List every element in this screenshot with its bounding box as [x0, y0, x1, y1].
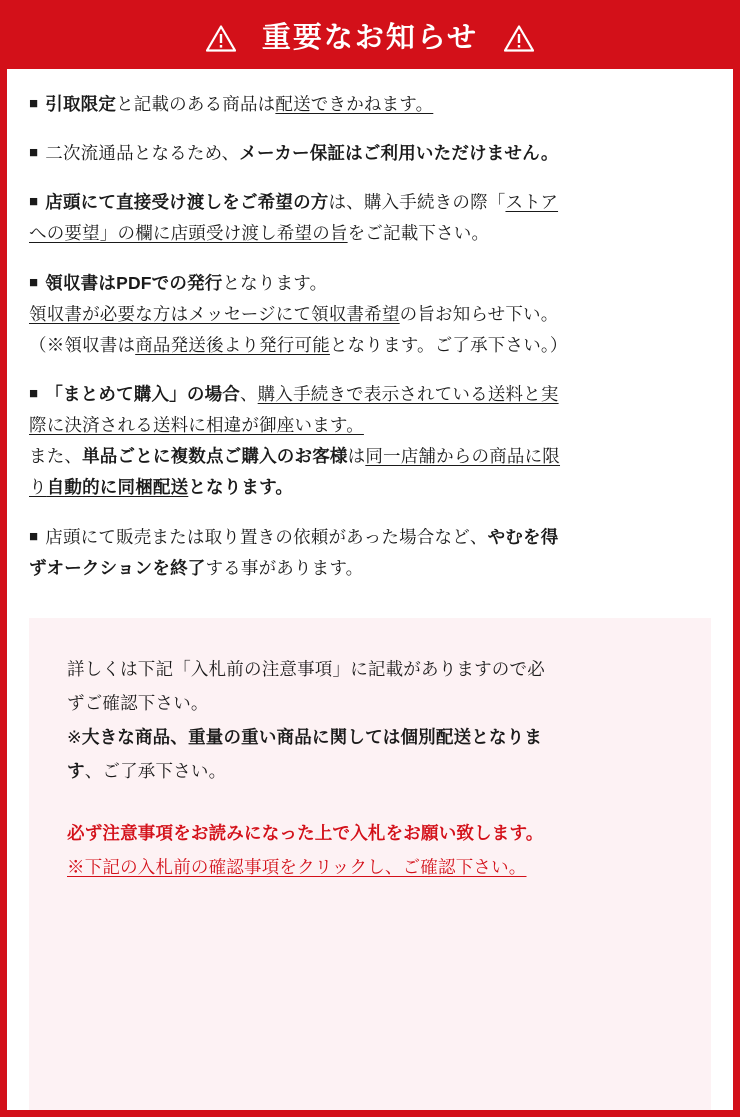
- text-run: の旨お知らせ下い。: [399, 303, 559, 324]
- text-run: 自動的に同梱配送: [46, 477, 189, 498]
- text-run: 店頭にて販売または取り置きの依頼があった場合など、: [45, 526, 488, 547]
- notice-line: [29, 89, 711, 120]
- text-run: また、: [29, 446, 83, 467]
- bullet-square-icon: ■: [29, 527, 39, 545]
- text-run: ずオークションを終了: [29, 557, 206, 578]
- pre-bid-line: [67, 686, 673, 720]
- notice-line: [29, 553, 711, 584]
- text-run: 購入手続きで表示されている送料と実: [257, 383, 559, 404]
- text-run: は: [347, 446, 366, 467]
- notice-item-bulk-purchase: [29, 379, 711, 504]
- text-run: 、ご了承下さい。: [84, 761, 227, 782]
- text-run: となります。: [222, 272, 328, 293]
- notice-item-store-handover: [29, 187, 711, 249]
- text-run: 商品発送後より発行可能: [135, 334, 330, 355]
- warning-triangle-icon: [206, 25, 236, 52]
- pre-bid-paragraph: [67, 652, 673, 720]
- text-run: ずご確認下さい。: [67, 692, 209, 713]
- bullet-square-icon: ■: [29, 95, 39, 112]
- pre-bid-paragraph: [67, 720, 673, 788]
- pre-bid-line: [67, 720, 673, 754]
- notice-line: [29, 187, 711, 218]
- bullet-square-icon: ■: [29, 384, 39, 402]
- text-run: となります。: [188, 477, 294, 498]
- text-run: への要望」の欄に店頭受け渡し希望の旨: [29, 223, 348, 244]
- notice-line: [29, 441, 711, 472]
- bullet-square-icon: ■: [29, 193, 39, 211]
- text-run: メーカー保証はご利用いただけません。: [239, 143, 559, 164]
- notice-line: [29, 218, 711, 249]
- text-run: 詳しくは下記「入札前の注意事項」に記載がありますので必: [67, 658, 545, 679]
- bullet-square-icon: ■: [29, 273, 39, 291]
- text-run: （※領収書は: [29, 334, 136, 355]
- text-run: をご記載下さい。: [347, 223, 490, 244]
- notice-line: [29, 330, 711, 361]
- text-run: 同一店舗からの商品に限: [365, 446, 561, 467]
- must-read-notice: 必ず注意事項をお読みになった上で入札をお願い致します。: [67, 823, 544, 844]
- warning-triangle-icon: [504, 25, 534, 52]
- text-run: 領収書が必要な方はメッセージにて領収書希望: [29, 303, 400, 324]
- text-run: 、: [239, 383, 258, 404]
- text-run: 引取限定: [45, 94, 117, 114]
- text-run: 大きな商品、重量の重い商品に関しては個別配送となりま: [81, 727, 543, 748]
- text-run: する事があります。: [205, 557, 364, 578]
- notice-line: [29, 522, 711, 553]
- notice-list: [29, 89, 711, 602]
- pre-bid-instructions-box: [29, 618, 711, 1110]
- text-run: す: [67, 761, 85, 782]
- text-run: は、購入手続きの際「: [328, 192, 506, 213]
- text-run: 二次流通品となるため、: [45, 143, 240, 164]
- notice-title: 重要なお知らせ: [261, 21, 479, 54]
- text-run: ※: [67, 727, 82, 748]
- text-run: 配送できかねます。: [275, 94, 434, 114]
- text-run: 店頭にて直接受け渡しをご希望の方: [45, 192, 329, 213]
- notice-line: [29, 138, 711, 169]
- notice-line: [29, 268, 711, 299]
- notice-line: [29, 299, 711, 330]
- text-run: 単品ごとに複数点ご購入のお客様: [82, 446, 348, 467]
- notice-header: [7, 7, 733, 69]
- text-run: となります。ご了承下さい。）: [329, 334, 568, 355]
- text-run: と記載のある商品は: [116, 94, 276, 114]
- notice-item-pickup-only: [29, 89, 711, 120]
- pre-bid-confirmation-link[interactable]: ※下記の入札前の確認事項をクリックし、ご確認下さい。: [67, 857, 527, 878]
- notice-body: [7, 69, 733, 1110]
- text-run: 領収書はPDFでの発行: [45, 272, 223, 293]
- pre-bid-paragraphs: [67, 652, 673, 789]
- text-run: 際に決済される送料に相違が御座います。: [29, 415, 364, 436]
- text-run: ストア: [505, 192, 559, 213]
- pre-bid-line: [67, 754, 673, 788]
- notice-item-receipt-pdf: [29, 268, 711, 361]
- notice-item-maker-warranty: [29, 138, 711, 169]
- text-run: 「まとめて購入」の場合: [45, 383, 240, 404]
- notice-line: [29, 410, 711, 441]
- text-run: り: [29, 477, 47, 498]
- spacer: [67, 788, 673, 816]
- text-run: やむを得: [487, 526, 559, 547]
- notice-item-auction-end: [29, 522, 711, 584]
- bullet-square-icon: ■: [29, 144, 39, 162]
- notice-line: [29, 472, 711, 503]
- notice-line: [29, 379, 711, 410]
- pre-bid-line: [67, 652, 673, 686]
